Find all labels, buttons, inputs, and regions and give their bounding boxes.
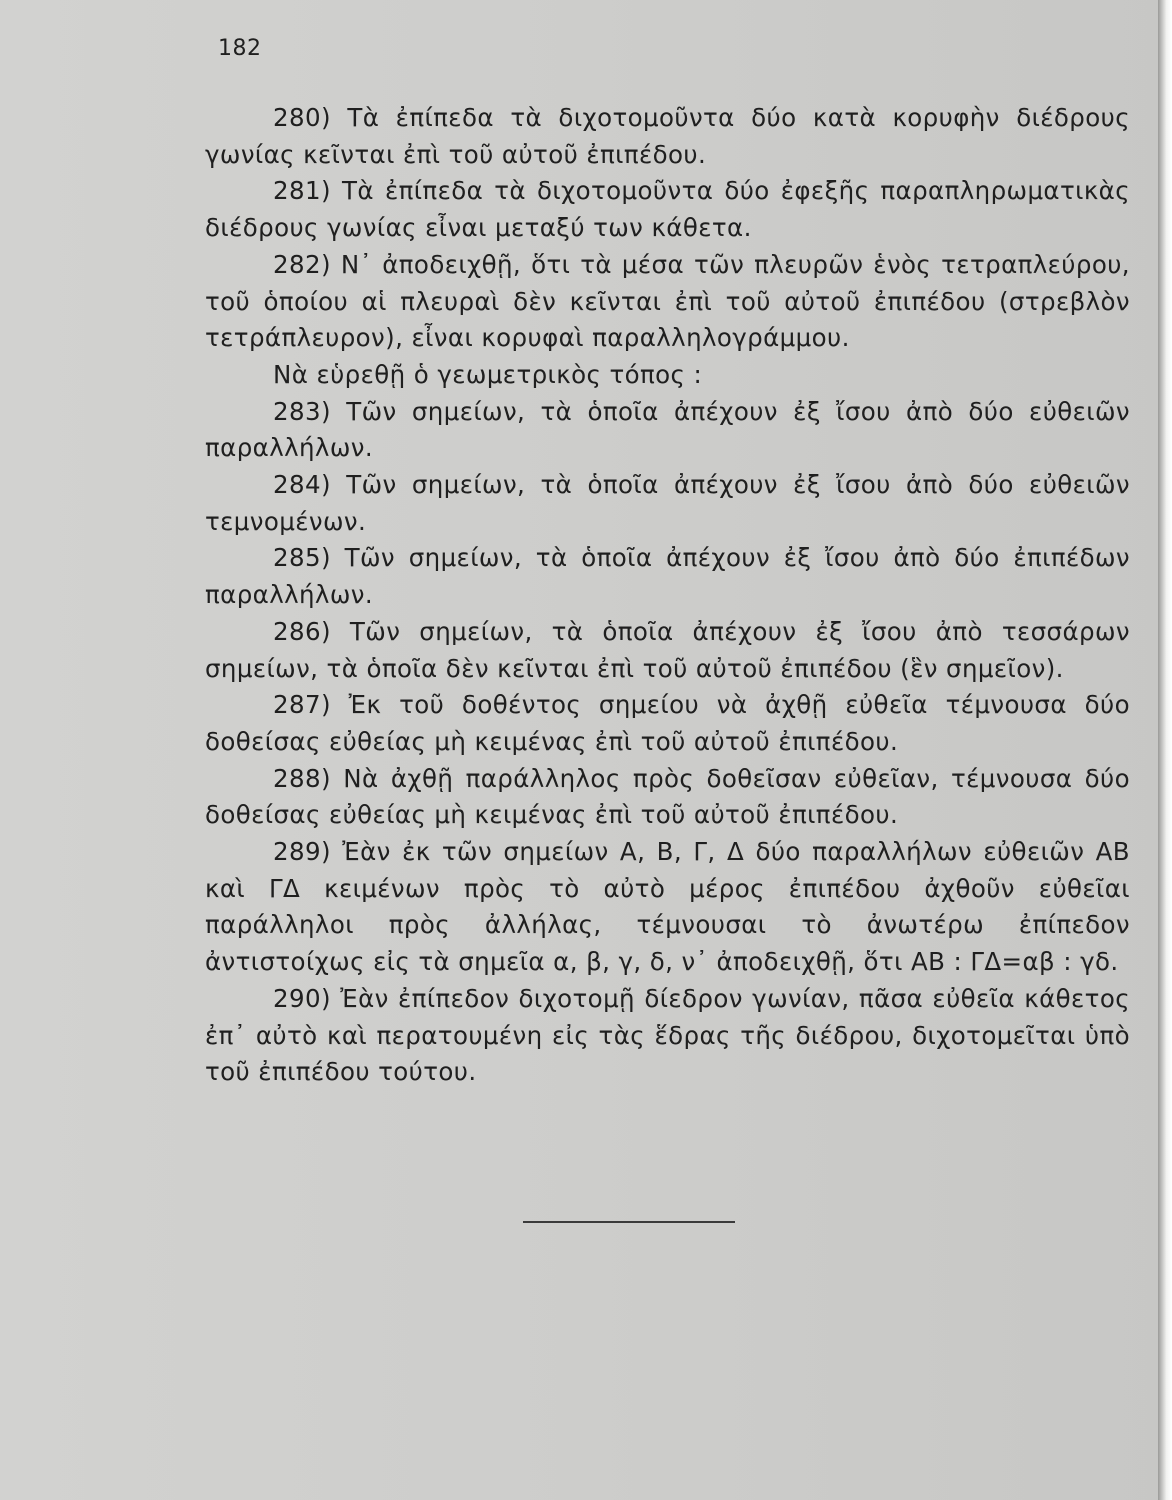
exercise-282: 282) Ν᾽ ἀποδειχθῇ, ὅτι τὰ μέσα τῶν πλευρῶν ἑνὸς τετραπλεύρου, τοῦ ὁποίου αἱ πλευραὶ δὲν κεῖνται ἐπὶ τοῦ αὐτοῦ ἐπιπέδου (στρεβλὸν τετράπλευρον), εἶναι κορυφαὶ παραλληλογράμμου. — [205, 249, 1130, 353]
exercise-288: 288) Νὰ ἀχθῇ παράλληλος πρὸς δοθεῖσαν εὐθεῖαν, τέμνουσα δύο δοθείσας εὐθείας μὴ κειμένας ἐπὶ τοῦ αὐτοῦ ἐπιπέδου. — [205, 763, 1130, 830]
exercise-280: 280) Τὰ ἐπίπεδα τὰ διχοτομοῦντα δύο κατὰ κορυφὴν διέδρους γωνίας κεῖνται ἐπὶ τοῦ αὐτοῦ ἐπιπέδου. — [205, 103, 1130, 169]
locus-heading: Νὰ εὑρεθῇ ὁ γεωμετρικὸς τόπος : — [273, 359, 703, 389]
exercise-289: 289) Ἐὰν ἐκ τῶν σημείων Α, Β, Γ, Δ δύο παραλλήλων εὐθειῶν ΑΒ καὶ ΓΔ κειμένων πρὸς τὸ αὐτὸ μέρος ἐπιπέδου ἀχθοῦν εὐθεῖαι παράλληλοι πρὸς ἀλλήλας, τέμνουσαι τὸ ἀνωτέρω ἐπίπεδον ἀντιστοίχως εἰς τὰ σημεῖα α, β, γ, δ, ν᾽ ἀποδειχθῇ, ὅτι ΑΒ : ΓΔ=αβ : γδ. — [205, 837, 1130, 977]
page-number: 182 — [218, 36, 262, 61]
exercise-281: 281) Τὰ ἐπίπεδα τὰ διχοτομοῦντα δύο ἐφεξῆς παραπληρωματικὰς διέδρους γωνίας εἶναι μεταξύ των κάθετα. — [205, 176, 1130, 243]
exercise-286: 286) Τῶν σημείων, τὰ ὁποῖα ἀπέχουν ἐξ ἴσου ἀπὸ τεσσάρων σημείων, τὰ ὁποῖα δὲν κεῖνται ἐπὶ τοῦ αὐτοῦ ἐπιπέδου (ἓν σημεῖον). — [205, 616, 1130, 683]
section-end-rule — [523, 1221, 735, 1223]
exercise-290: 290) Ἐὰν ἐπίπεδον διχοτομῇ δίεδρον γωνίαν, πᾶσα εὐθεῖα κάθετος ἐπ᾽ αὐτὸ καὶ περατουμένη εἰς τὰς ἕδρας τῆς διέδρου, διχοτομεῖται ὑπὸ τοῦ ἐπιπέδου τούτου. — [205, 983, 1130, 1087]
exercise-284: 284) Τῶν σημείων, τὰ ὁποῖα ἀπέχουν ἐξ ἴσου ἀπὸ δύο εὐθειῶν τεμνομένων. — [205, 470, 1130, 536]
exercise-283: 283) Τῶν σημείων, τὰ ὁποῖα ἀπέχουν ἐξ ἴσου ἀπὸ δύο εὐθειῶν παραλλήλων. — [205, 396, 1130, 463]
page-edge-shadow — [1158, 0, 1172, 1500]
exercise-text-block — [205, 100, 1130, 1091]
exercise-285: 285) Τῶν σημείων, τὰ ὁποῖα ἀπέχουν ἐξ ἴσου ἀπὸ δύο ἐπιπέδων παραλλήλων. — [205, 543, 1130, 610]
exercise-287: 287) Ἐκ τοῦ δοθέντος σημείου νὰ ἀχθῇ εὐθεῖα τέμνουσα δύο δοθείσας εὐθείας μὴ κειμένας ἐπὶ τοῦ αὐτοῦ ἐπιπέδου. — [205, 690, 1130, 756]
